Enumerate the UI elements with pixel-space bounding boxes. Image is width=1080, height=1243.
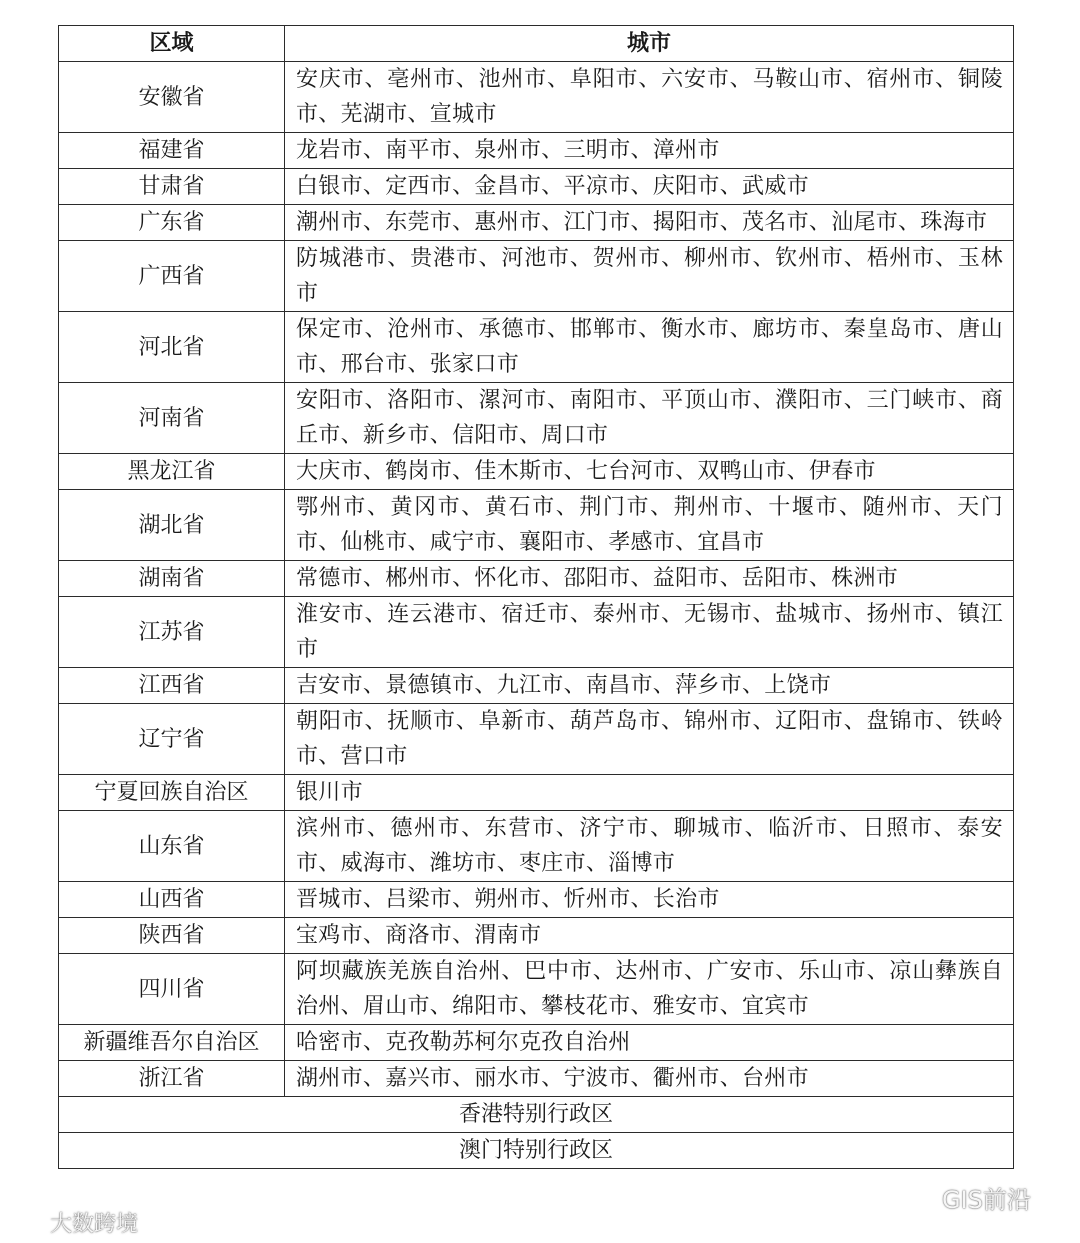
table-row bbox=[59, 954, 1014, 1025]
cities-cell: 湖州市、嘉兴市、丽水市、宁波市、衢州市、台州市 bbox=[285, 1061, 1014, 1097]
table-row bbox=[59, 597, 1014, 668]
region-city-table-container bbox=[58, 25, 1013, 1169]
table-row bbox=[59, 775, 1014, 811]
wechat-logo-icon bbox=[900, 1183, 936, 1213]
cities-cell: 银川市 bbox=[285, 775, 1014, 811]
region-cell: 甘肃省 bbox=[59, 169, 285, 205]
region-city-table bbox=[58, 25, 1014, 1169]
region-column-header: 区域 bbox=[59, 26, 285, 62]
region-cell: 广西省 bbox=[59, 241, 285, 312]
cities-cell: 防城港市、贵港市、河池市、贺州市、柳州市、钦州市、梧州市、玉林市 bbox=[285, 241, 1014, 312]
region-cell: 黑龙江省 bbox=[59, 454, 285, 490]
table-row bbox=[59, 1025, 1014, 1061]
region-cell: 浙江省 bbox=[59, 1061, 285, 1097]
cities-cell: 保定市、沧州市、承德市、邯郸市、衡水市、廊坊市、秦皇岛市、唐山市、邢台市、张家口市 bbox=[285, 312, 1014, 383]
watermark-right bbox=[900, 1180, 1031, 1215]
table-row bbox=[59, 62, 1014, 133]
table-row bbox=[59, 490, 1014, 561]
table-span-row bbox=[59, 1097, 1014, 1133]
region-cell: 辽宁省 bbox=[59, 704, 285, 775]
cities-cell: 晋城市、吕梁市、朔州市、忻州市、长治市 bbox=[285, 882, 1014, 918]
table-row bbox=[59, 918, 1014, 954]
cities-cell: 白银市、定西市、金昌市、平凉市、庆阳市、武威市 bbox=[285, 169, 1014, 205]
table-row bbox=[59, 241, 1014, 312]
cities-cell: 哈密市、克孜勒苏柯尔克孜自治州 bbox=[285, 1025, 1014, 1061]
region-cell: 江苏省 bbox=[59, 597, 285, 668]
watermark-right-text: GIS前沿 bbox=[942, 1186, 1031, 1214]
cities-cell: 宝鸡市、商洛市、渭南市 bbox=[285, 918, 1014, 954]
region-cell: 新疆维吾尔自治区 bbox=[59, 1025, 285, 1061]
table-row bbox=[59, 312, 1014, 383]
table-row bbox=[59, 454, 1014, 490]
watermark-left bbox=[8, 1207, 138, 1238]
cities-cell: 大庆市、鹤岗市、佳木斯市、七台河市、双鸭山市、伊春市 bbox=[285, 454, 1014, 490]
region-cell: 广东省 bbox=[59, 205, 285, 241]
table-row bbox=[59, 704, 1014, 775]
region-cell: 陕西省 bbox=[59, 918, 285, 954]
cities-cell: 常德市、郴州市、怀化市、邵阳市、益阳市、岳阳市、株洲市 bbox=[285, 561, 1014, 597]
region-cell: 安徽省 bbox=[59, 62, 285, 133]
region-cell: 江西省 bbox=[59, 668, 285, 704]
table-row bbox=[59, 1061, 1014, 1097]
table-row bbox=[59, 561, 1014, 597]
region-cell: 四川省 bbox=[59, 954, 285, 1025]
cities-cell: 阿坝藏族羌族自治州、巴中市、达州市、广安市、乐山市、凉山彝族自治州、眉山市、绵阳市、攀枝花市、雅安市、宜宾市 bbox=[285, 954, 1014, 1025]
table-row bbox=[59, 383, 1014, 454]
region-cell: 宁夏回族自治区 bbox=[59, 775, 285, 811]
table-row bbox=[59, 133, 1014, 169]
cities-cell: 鄂州市、黄冈市、黄石市、荆门市、荆州市、十堰市、随州市、天门市、仙桃市、咸宁市、襄阳市、孝感市、宜昌市 bbox=[285, 490, 1014, 561]
cities-column-header: 城市 bbox=[285, 26, 1014, 62]
region-cell: 山西省 bbox=[59, 882, 285, 918]
table-row bbox=[59, 169, 1014, 205]
cities-cell: 淮安市、连云港市、宿迁市、泰州市、无锡市、盐城市、扬州市、镇江市 bbox=[285, 597, 1014, 668]
region-cell: 山东省 bbox=[59, 811, 285, 882]
table-row bbox=[59, 205, 1014, 241]
table-header-row bbox=[59, 26, 1014, 62]
cities-cell: 朝阳市、抚顺市、阜新市、葫芦岛市、锦州市、辽阳市、盘锦市、铁岭市、营口市 bbox=[285, 704, 1014, 775]
cities-cell: 滨州市、德州市、东营市、济宁市、聊城市、临沂市、日照市、泰安市、威海市、潍坊市、枣庄市、淄博市 bbox=[285, 811, 1014, 882]
hong-kong-sar-cell: 香港特别行政区 bbox=[59, 1097, 1014, 1133]
cities-cell: 安庆市、亳州市、池州市、阜阳市、六安市、马鞍山市、宿州市、铜陵市、芜湖市、宣城市 bbox=[285, 62, 1014, 133]
table-row bbox=[59, 811, 1014, 882]
region-cell: 福建省 bbox=[59, 133, 285, 169]
weibo-logo-icon bbox=[8, 1210, 44, 1236]
region-cell: 湖南省 bbox=[59, 561, 285, 597]
macau-sar-cell: 澳门特别行政区 bbox=[59, 1133, 1014, 1169]
watermark-left-text: 大数跨境 bbox=[50, 1212, 139, 1237]
cities-cell: 潮州市、东莞市、惠州市、江门市、揭阳市、茂名市、汕尾市、珠海市 bbox=[285, 205, 1014, 241]
cities-cell: 安阳市、洛阳市、漯河市、南阳市、平顶山市、濮阳市、三门峡市、商丘市、新乡市、信阳市、周口市 bbox=[285, 383, 1014, 454]
table-row bbox=[59, 882, 1014, 918]
table-span-row bbox=[59, 1133, 1014, 1169]
cities-cell: 吉安市、景德镇市、九江市、南昌市、萍乡市、上饶市 bbox=[285, 668, 1014, 704]
region-cell: 河北省 bbox=[59, 312, 285, 383]
table-row bbox=[59, 668, 1014, 704]
cities-cell: 龙岩市、南平市、泉州市、三明市、漳州市 bbox=[285, 133, 1014, 169]
region-cell: 河南省 bbox=[59, 383, 285, 454]
region-cell: 湖北省 bbox=[59, 490, 285, 561]
